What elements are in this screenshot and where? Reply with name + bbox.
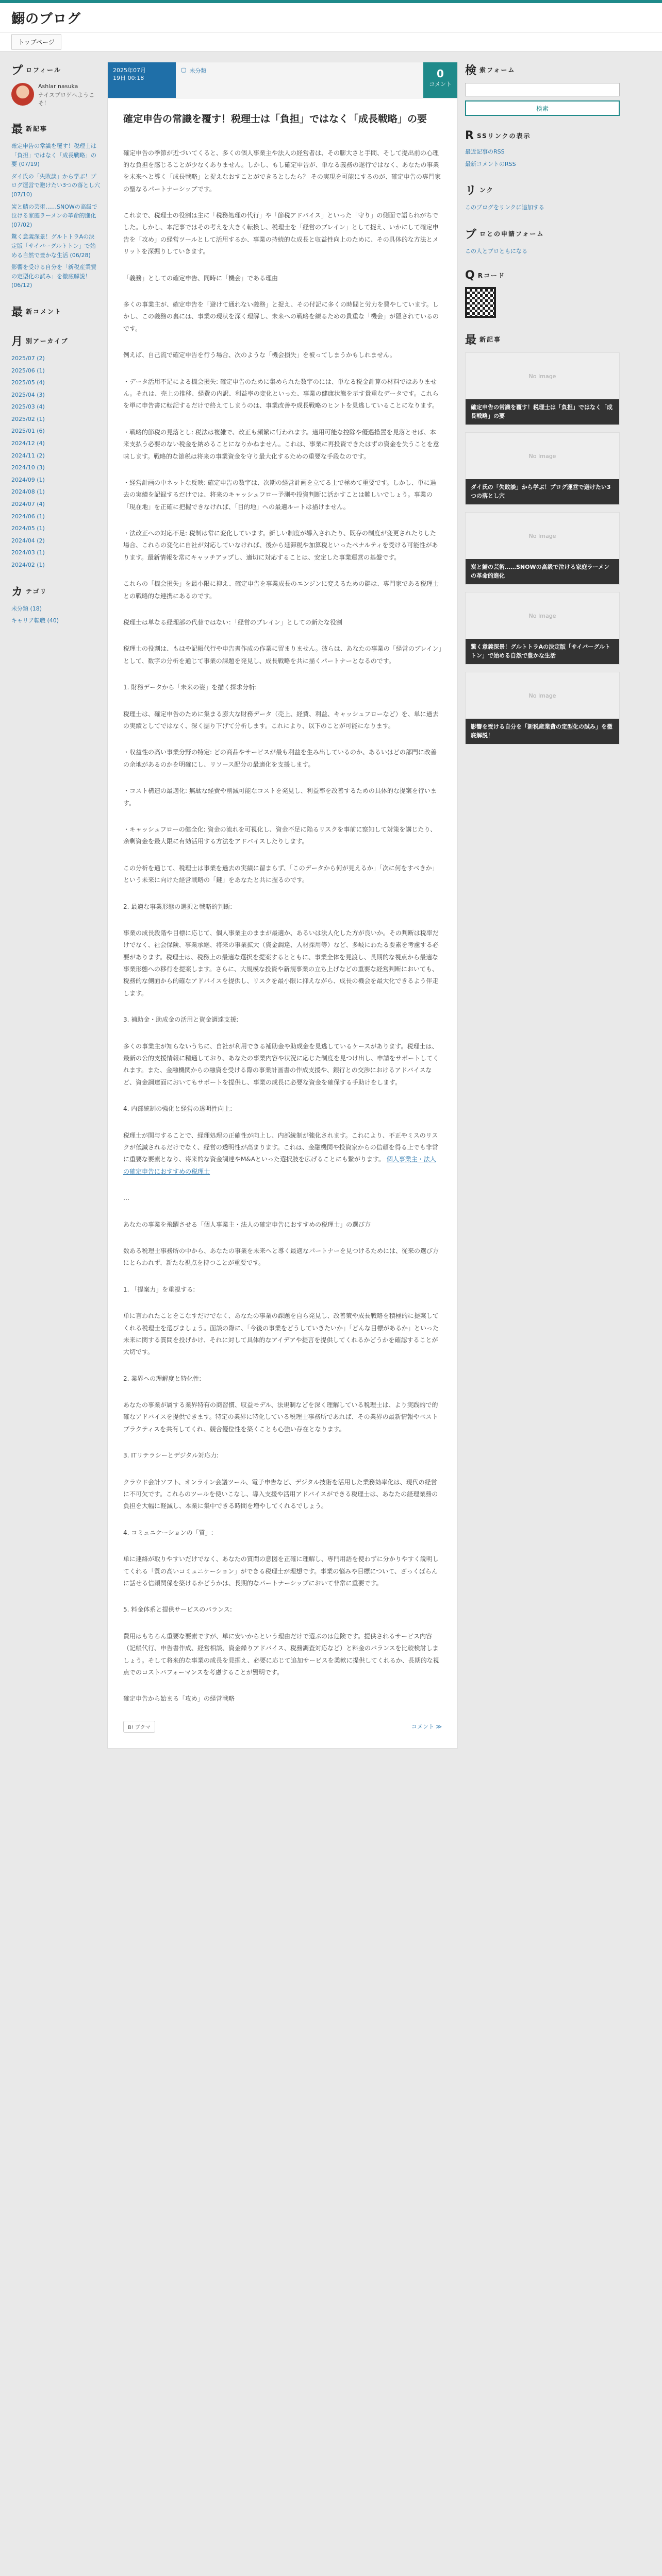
folder-icon: ▢ — [181, 66, 187, 73]
article-paragraph: 4. 内部統制の強化と経営の透明性向上: — [123, 1105, 233, 1113]
category-link[interactable]: キャリア転職 (40) — [11, 617, 59, 624]
links-title — [465, 182, 620, 198]
article-paragraph: 事業の成長段階や目標に応じて、個人事業主のままが最適か、あるいは法人化した方が良いか。その判断は税率だけでなく、社会保険、事業承継、将来の事業拡大（資金調達、人材採用等）など、多岐にわたる要素を考慮する必要があります。税理士は、税務上の最適な選択を提案するとともに、事業全体を見渡し、長期的な視点から最適な事業形態への移行を提案します。さらに、大規模な投資や新規事業の立ち上げなどの重要な経営判断においても、税務的な側面から的確なアドバイスを提供し、リスクを最小限に抑えながら、成長の機会を最大化できるよう伴走します。 — [123, 929, 439, 997]
qr-box — [465, 269, 620, 318]
recent-posts-list — [11, 142, 100, 290]
comment-label: コメント — [429, 81, 452, 88]
no-image-placeholder: No Image — [466, 513, 619, 559]
post-date — [108, 62, 176, 98]
rss-title-rest: SSリンクの表示 — [476, 132, 531, 140]
article-paragraph: 1. 「提案力」を重視する: — [123, 1285, 195, 1293]
qr-title-rest: Rコード — [477, 272, 505, 280]
article-paragraph: 4. コミュニケーションの「質」: — [123, 1529, 213, 1536]
article-paragraph: 税理士は、確定申告のために集まる膨大な財務データ（売上、経費、利益、キャッシュフローなど）を、単に過去の実績としてではなく、深く掘り下げて分析します。これにより、以下のことが可能になります。 — [123, 710, 439, 730]
archives-list — [11, 354, 100, 570]
article-paragraph: 数ある税理士事務所の中から、あなたの事業を未来へと導く最適なパートナーを見つけるためには、従来の選び方にとらわれず、新たな視点を持つことが重要です。 — [123, 1247, 439, 1267]
archive-link[interactable]: 2024/06 (1) — [11, 513, 45, 520]
profile — [11, 83, 100, 107]
search-box — [465, 62, 620, 116]
article-paragraph: 費用はもちろん重要な要素ですが、単に安いからという理由だけで選ぶのは危険です。提供されるサービス内容（記帳代行、申告書作成、経営相談、資金繰りアドバイス、税務調査対応など）と料金のバランスを比較検討しましょう。そして将来的な事業の成長を見据え、必要に応じて追加サービスを柔軟に提供してくれるか、長期的な視点でのコストパフォーマンスを考慮することが賢明です。 — [123, 1632, 439, 1676]
profile-box — [11, 62, 100, 107]
rss-box — [465, 129, 620, 168]
post-footer — [123, 1721, 442, 1733]
latest-post-title: ダイ氏の「失敗談」から学ぶ！プログ運営で避けたい3つの落とし穴 — [466, 479, 619, 504]
qr-title — [465, 269, 620, 282]
article-paragraph: 税理士は単なる経理部の代替ではない：「経営のブレイン」としての新たな役割 — [123, 619, 342, 626]
recent-post-link[interactable]: 確定申告の常識を覆す！税理士は「負担」ではなく「成長戦略」の要 (07/19) — [11, 143, 96, 168]
profile-title-cap: プ — [11, 64, 23, 77]
article-paragraph: 2. 業界への理解度と特化性: — [123, 1375, 202, 1382]
article-paragraph: あなたの事業を飛躍させる「個人事業主・法人の確定申告におすすめの税理士」の選び方 — [123, 1221, 371, 1228]
archive-link[interactable]: 2025/02 (1) — [11, 415, 45, 422]
archive-link[interactable]: 2024/03 (1) — [11, 549, 45, 556]
latest-post-title: 影響を受ける自分を「新税産業費の定型化の試み」を徹底解説！ — [466, 719, 619, 744]
article-paragraph: この分析を通じて、税理士は事業を過去の実績に留まらず、「このデータから何が見えるか」「次に何をすべきか」という未来に向けた経営戦略の「鍵」をあなたと共に握るのです。 — [123, 864, 438, 884]
no-image-placeholder: No Image — [466, 672, 619, 719]
latest-post-title: 確定申告の常識を覆す！税理士は「負担」ではなく「成長戦略」の要 — [466, 399, 619, 425]
add-link-link[interactable]: このブログをリンクに追加する — [465, 204, 544, 211]
blotomo-link[interactable]: この人とブロともになる — [465, 247, 527, 255]
latest-post-card[interactable] — [465, 672, 620, 744]
hatena-bookmark-button[interactable]: B! ブクマ — [123, 1721, 155, 1733]
categories-title — [11, 583, 100, 599]
article-paragraph: ・収益性の高い事業分野の特定: どの商品やサービスが最も利益を生み出しているのか、あるいはどの部門に改善の余地があるのかを明確にし、リソース配分の最適化を支援します。 — [123, 749, 437, 768]
article-paragraph: クラウド会計ソフト、オンライン会議ツール、電子申告など、デジタル技術を活用した業務効率化は、現代の経営に不可欠です。これらのツールを使いこなし、導入支援や活用アドバイスができる税理士は、あなたの経理業務の負担を大幅に軽減し、本業に集中できる時間を増やしてくれるでしょう。 — [123, 1478, 438, 1510]
comment-count: 0 — [437, 67, 444, 80]
recent-posts-box — [11, 121, 100, 290]
archive-link[interactable]: 2024/08 (1) — [11, 488, 45, 496]
comment-link[interactable]: コメント ≫ — [411, 1723, 442, 1731]
latest-post-title: 驚く意義深景！グルトトラAの決定版「サイバーグルトトン」で始める自然で豊かな生活 — [466, 639, 619, 664]
archive-link[interactable]: 2024/12 (4) — [11, 440, 45, 447]
recent-comments-box — [11, 303, 100, 319]
profile-desc: ナイスプロゲへようこそ！ — [38, 92, 95, 107]
recent-post-link[interactable]: 炭と鯖の芸術……SNOWの高級で泣ける家庭ラーメンの革命的進化 (07/02) — [11, 203, 97, 228]
links-title-rest: ンク — [479, 187, 494, 194]
blotomo-title-rest: ロとの申請フォーム — [479, 230, 544, 238]
nav-bar — [0, 32, 662, 52]
avatar[interactable] — [11, 83, 34, 106]
post-category-link[interactable]: 未分類 — [189, 67, 207, 74]
article-paragraph: ・戦略的節税の見落とし: 税法は複雑で、改正も頻繁に行われます。適用可能な控除や優遇措置を見落とせば、本来支払う必要のない税金を納めることになりかねません。これは、事業に再投資できたはずの資金を失うことを意味します。戦略的な節税は将来の事業資金を守り最大化するための重要な手段なのです。 — [123, 428, 439, 460]
article-paragraph: 多くの事業主が知らないうちに、自社が利用できる補助金や助成金を見逃しているケースがあります。税理士は、最新の公的支援情報に精通しており、あなたの事業内容や状況に応じた制度を見つけ出し、申請をサポートしてくれます。また、金融機関からの融資を受ける際の事業計画書の作成支援や、銀行との交渉におけるアドバイスなど、資金調達面においてもサポートを提供し、事業の成長に必要な資金を確保する手助けをします。 — [123, 1042, 439, 1086]
search-input[interactable] — [465, 83, 620, 96]
main-content — [107, 62, 458, 1749]
article-paragraph: 「義務」としての確定申告、同時に「機会」である理由 — [123, 274, 278, 282]
links-box — [465, 182, 620, 212]
profile-title-rest: ロフィール — [26, 66, 61, 74]
site-header — [0, 3, 662, 32]
latest-post-card[interactable] — [465, 592, 620, 665]
blotomo-box — [465, 226, 620, 256]
archive-link[interactable]: 2024/10 (3) — [11, 464, 45, 471]
post-meta — [108, 62, 457, 98]
profile-title — [11, 62, 100, 78]
article-paragraph: ・データ活用不足による機会損失: 確定申告のために集められた数字のには、単なる税金計算の材料ではありません。それは、売上の推移、経費の内訳、利益率の変化といった、事業の健康状態を示す貴重なデータです。これらを単に申告書に転記するだけで終えてしまうのは、事業改善や成長戦略のヒントを見逃していることになります。 — [123, 378, 439, 410]
latest-post-card[interactable] — [465, 512, 620, 585]
page-wrap — [11, 62, 651, 1749]
post-comment-count[interactable] — [423, 62, 457, 98]
archives-title-cap: 月 — [11, 335, 23, 348]
recommended-accountant-link[interactable]: 個人事業主・法人の確定申告におすすめの税理士 — [123, 1156, 436, 1175]
article-paragraph: 5. 料金体系と提供サービスのバランス: — [123, 1606, 232, 1614]
no-image-placeholder: No Image — [466, 592, 619, 639]
article-paragraph: ・経営計画の中ネットな反映: 確定申告の数字は、次期の経営計画を立てる上で極めて重要です。しかし、単に過去の実績を記録するだけでは、将来のキャッシュフロー予測や投資判断に活かすことは難しいでしょう。事業の「現在地」を正確に把握できなければ、「目的地」への最適ルートは描けません。 — [123, 479, 436, 511]
article-paragraph: ・法改正への対応不足: 税制は常に変化しています。新しい制度が導入されたり、既存の制度が変更されたりした場合、これらの変化に自社が対応していなければ、後から延滞税や加算税といったペナルティを受ける可能性があります。最新情報を常にキャッチアップし、適切に対応することは、安定した事業運営の基盤です。 — [123, 530, 438, 561]
article-paragraph: ・キャッシュフローの健全化: 資金の流れを可視化し、資金不足に陥るリスクを事前に察知して対策を講じたり、余剰資金を最大限に有効活用する方法をアドバイスしたりします。 — [123, 825, 437, 845]
archive-link[interactable]: 2024/11 (2) — [11, 452, 45, 459]
recent-posts-title-rest: 新記事 — [26, 125, 48, 132]
latest-post-title: 炭と鯖の芸術……SNOWの高級で泣ける家庭ラーメンの革命的進化 — [466, 559, 619, 584]
archives-title — [11, 333, 100, 349]
site-title[interactable]: 鰯のブログ — [11, 11, 81, 27]
recent-comments-title — [11, 303, 100, 319]
left-sidebar — [11, 62, 100, 1749]
links-title-cap: リ — [465, 184, 477, 198]
search-title-cap: 検 — [465, 64, 477, 77]
recent-comments-title-rest: 新コメント — [26, 308, 62, 315]
archives-box — [11, 333, 100, 570]
archive-link[interactable]: 2025/03 (4) — [11, 403, 45, 411]
recent-post-link[interactable]: ダイ氏の「失敗談」から学ぶ！プログ運営で避けたい3つの落とし穴 (07/10) — [11, 173, 100, 198]
article-link-text: 税理士が関与することで、経理処理の正確性が向上し、内部統制が強化されます。これにより、不正やミスのリスクが低減されるだけでなく、経営の透明性が高まります。これは、金融機関や投資家からの信頼を得る上でも非常に重要な要素となり、将来的な資金調達やM&Aといった選択肢を広げることにも繋がります。 — [123, 1131, 438, 1163]
article-paragraph: 例えば、自己流で確定申告を行う場合、次のような「機会損失」を被ってしまうかもしれません。 — [123, 351, 396, 359]
right-sidebar — [465, 62, 620, 1749]
blotomo-title-cap: ブ — [465, 228, 477, 241]
search-title — [465, 62, 620, 78]
article-title: 確定申告の常識を覆す！税理士は「負担」ではなく「成長戦略」の要 — [123, 113, 427, 125]
latest-posts-title — [465, 331, 620, 347]
search-button[interactable]: 検索 — [465, 100, 620, 116]
article-paragraph: 3. 補助金・助成金の活用と資金調達支援: — [123, 1016, 239, 1024]
post-date-line1: 2025年07月 — [113, 67, 146, 74]
categories-title-rest: テゴリ — [26, 587, 47, 595]
rss-latest-posts-link[interactable]: 最近記事のRSS — [465, 148, 505, 155]
article-paragraph: 確定申告の季節が近づいてくると、多くの個人事業主や法人の経営者は、その膨大さと手間、そして提出前の心理的な負担を感じることが少なくありません。しかし、もし確定申告が、単なる義務の遂行ではなく、あなたの事業を未来へと導く「成長戦略」と捉えなおすことができるとしたら？ その実現を可能にするのが、確定申告の専門家の聖なるパートナーシップです。 — [123, 149, 441, 193]
article-paragraph: ・コスト構造の最適化: 無駄な経費や削減可能なコストを発見し、利益率を改善するための具体的な提案を行います。 — [123, 787, 437, 807]
latest-post-card[interactable] — [465, 352, 620, 425]
archive-link[interactable]: 2025/01 (6) — [11, 428, 45, 435]
article-paragraph: 確定申告から始まる「攻め」の経営戦略 — [123, 1695, 235, 1703]
archive-link[interactable]: 2024/02 (1) — [11, 562, 45, 568]
qr-code-icon — [465, 287, 496, 318]
archive-link[interactable]: 2025/04 (3) — [11, 391, 45, 398]
recent-posts-title-cap: 最 — [11, 123, 23, 136]
category-link[interactable]: 未分類 (18) — [11, 605, 42, 612]
archive-link[interactable]: 2024/07 (4) — [11, 501, 45, 508]
post-category — [176, 62, 423, 98]
latest-posts-title-rest: 新記事 — [479, 336, 502, 344]
post-date-line2: 19日 00:18 — [113, 75, 144, 82]
article-paragraph: 多くの事業主が、確定申告を「避けて通れない義務」と捉え、その付記に多くの時間と労力を費やしています。しかし、この義務の裏には、事業の現状を深く理解し、未来への戦略を練るための貴重な「機会」が隠されているのです。 — [123, 301, 439, 332]
latest-posts-box — [465, 331, 620, 744]
archive-link[interactable]: 2025/07 (2) — [11, 354, 45, 362]
latest-post-card[interactable] — [465, 432, 620, 505]
categories-box — [11, 583, 100, 625]
article-paragraph: 単に連絡が取りやすいだけでなく、あなたの質問の意図を正確に理解し、専門用語を使わずに分かりやすく説明してくれる「質の高いコミュニケーション」ができる税理士が理想です。事業の悩みや目標について、ざっくばらんに話せる信頼関係を築けるかどうかは、長期的なパートナーシップにおいて非常に重要です。 — [123, 1555, 439, 1587]
rss-latest-comments-link[interactable]: 最新コメントのRSS — [465, 160, 516, 167]
archive-link[interactable]: 2024/04 (2) — [11, 537, 45, 544]
rss-title — [465, 129, 620, 142]
recent-post-link[interactable]: 驚く意義深景！グルトトラAの決定版「サイバーグルトトン」で始める自然で豊かな生活 (06/28) — [11, 233, 96, 259]
latest-posts-title-cap: 最 — [465, 334, 477, 347]
article-paragraph: これまで、税理士の役割は主に「税務処理の代行」や「節税アドバイス」といった「守り」の側面で語られがちでした。しかし、本記事ではその考えを大きく転換し、税理士を「経営のブレイン」として捉え、いかにして確定申告を「攻め」の経営ツールとして活用するか、事業の持続的な成長と収益性向上のために、その具体的な方法とメリットを深掘りしていきます。 — [123, 212, 439, 256]
article-paragraph: 3. ITリテラシーとデジタル対応力: — [123, 1452, 219, 1460]
recent-post-link[interactable]: 影響を受ける自分を「新税産業費の定型化の試み」を徹底解説！ (06/12) — [11, 264, 96, 289]
article-paragraph: あなたの事業が属する業界特有の商習慣、収益モデル、法規制などを深く理解している税理士は、より実践的で的確なアドバイスを提供できます。特定の業界に特化している税理士事務所であれば、その業界の最新情報やベストプラクティスを共有してくれ、競合優位性を築くことも心強い存在となります。 — [123, 1401, 438, 1433]
article — [108, 98, 457, 1748]
nav-top-page[interactable]: トップページ — [11, 34, 61, 50]
archive-link[interactable]: 2024/09 (1) — [11, 476, 45, 483]
article-paragraph: … — [123, 1194, 129, 1202]
no-image-placeholder: No Image — [466, 433, 619, 479]
recent-comments-title-cap: 最 — [11, 306, 23, 319]
article-paragraph-with-link — [123, 1130, 442, 1178]
article-paragraph: 1. 財務データから「未来の姿」を描く探求分析: — [123, 684, 257, 691]
article-paragraph: 単に言われたことをこなすだけでなく、あなたの事業の課題を自ら発見し、改善策や成長戦略を積極的に提案してくれる税理士を選びましょう。面談の際に、「今後の事業をどうしていきたいか」「どんな目標があるか」といった未来に関する質問を投げかけ、それに対して具体的なアイデアや提言を提供してくれるかどうかを確認することが大切です。 — [123, 1312, 439, 1356]
recent-posts-title — [11, 121, 100, 137]
profile-name: Ashlar nasuka — [38, 83, 78, 90]
categories-list — [11, 604, 100, 625]
blotomo-title — [465, 226, 620, 242]
article-paragraph: 2. 最適な事業形態の選択と戦略的判断: — [123, 903, 233, 910]
article-paragraph: 税理士の役割は、もはや記帳代行や申告書作成の作業に留まりません。彼らは、あなたの事業の「経営のブレイン」として、数字の分析を通じて事業の課題を発見し、成長戦略を共に描くパートナーとなるのです。 — [123, 645, 442, 665]
categories-title-cap: カ — [11, 585, 23, 599]
archive-link[interactable]: 2025/06 (1) — [11, 367, 45, 374]
no-image-placeholder: No Image — [466, 353, 619, 399]
article-paragraph: これらの「機会損失」を最小限に抑え、確定申告を事業成長のエンジンに変えるための鍵は、専門家である税理士との戦略的な連携にあるのです。 — [123, 580, 439, 600]
search-title-rest: 索フォーム — [479, 66, 516, 74]
archive-link[interactable]: 2024/05 (1) — [11, 525, 45, 532]
rss-title-cap: R — [465, 129, 474, 142]
qr-title-cap: Q — [465, 269, 475, 282]
archives-title-rest: 別アーカイブ — [26, 337, 69, 345]
archive-link[interactable]: 2025/05 (4) — [11, 379, 45, 386]
